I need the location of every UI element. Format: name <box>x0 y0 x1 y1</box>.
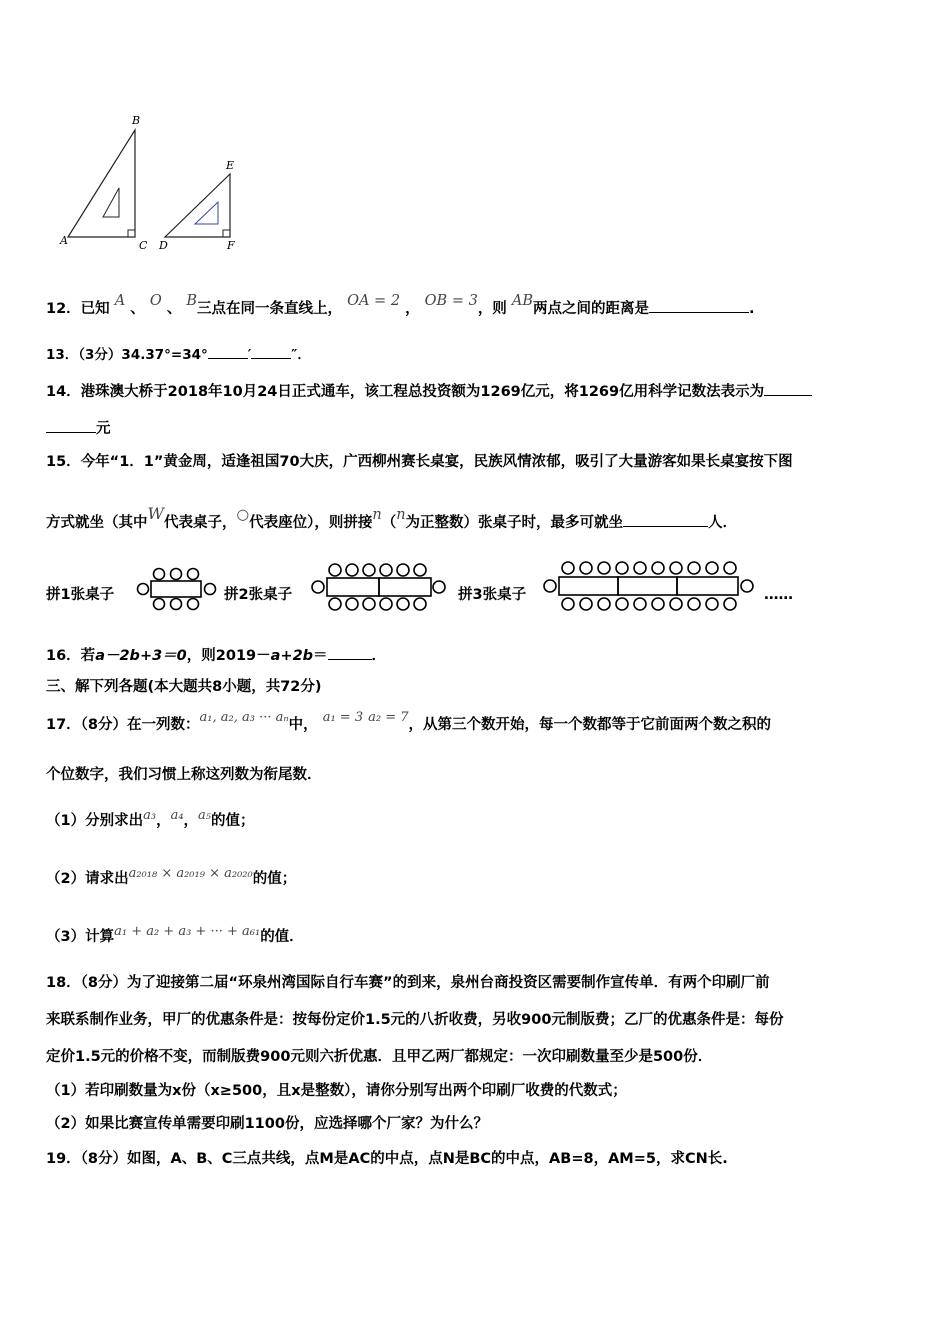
point-a: A <box>114 293 126 309</box>
question-15-line2: 方式就坐（其中W代表桌子，○代表座位），则拼接n（n为正整数）张桌子时，最多可就坐 人． <box>46 504 738 531</box>
question-15: 15．今年“1．1”黄金周，适逢祖国70大庆，广西柳州赛长桌宴，民族风情浓郁，吸引了大量游客如果长桌宴按下图 <box>46 454 793 470</box>
label-a: A <box>60 234 68 247</box>
ob-value: OB = 3 <box>424 293 478 309</box>
segment-ab: AB <box>511 293 534 309</box>
seat-symbol: ○ <box>236 507 250 523</box>
answer-blank-16[interactable] <box>328 645 372 660</box>
section-3-heading: 三、解下列各题(本大题共8小题，共72分) <box>46 679 322 695</box>
a1-value: a₁ = 3 <box>322 710 364 725</box>
label-b: B <box>132 114 141 127</box>
tables-label-3: 拼3张桌子 <box>458 587 527 603</box>
answer-blank-12[interactable] <box>649 298 749 313</box>
tables-figure-3 <box>540 559 756 615</box>
label-d: D <box>159 239 168 252</box>
question-17-part2: （2）请求出a₂₀₁₈ × a₂₀₁₉ × a₂₀₂₀的值； <box>46 866 297 887</box>
answer-blank-15[interactable] <box>623 512 708 527</box>
question-14: 14．港珠澳大桥于2018年10月24日正式通车，该工程总投资额为1269亿元，将1269亿用科学记数法表示为 <box>46 381 812 402</box>
question-13: 13．（3分）34.37°=34° ′ ″． <box>46 344 311 365</box>
question-17: 17．（8分）在一列数：a₁, a₂, a₃ ··· aₙ中， a₁ = 3 a₂ = 7，从第三个数开始，每一个数都等于它前面两个数之积的 <box>46 710 772 733</box>
answer-blank-13a[interactable] <box>208 344 248 359</box>
question-18-part1: （1）若印刷数量为x份（x≥500，且x是整数），请你分别写出两个印刷厂收费的代数式； <box>46 1083 627 1099</box>
point-b: B <box>186 293 198 309</box>
tables-label-2: 拼2张桌子 <box>224 587 293 603</box>
answer-blank-14a[interactable] <box>764 381 812 396</box>
tables-figure-2 <box>308 561 450 615</box>
label-f: F <box>227 239 235 252</box>
triangles-figure <box>55 112 255 257</box>
question-18-line3: 定价1.5元的价格不变，而制版费900元则六折优惠．且甲乙两厂都规定：一次印刷数量至少是500份． <box>46 1049 713 1065</box>
question-14-line2: 元 <box>46 418 111 439</box>
sum-expr: a₁ + a₂ + a₃ + ··· + a₆₁ <box>114 924 261 939</box>
tables-label-1: 拼1张桌子 <box>46 587 115 603</box>
tables-ellipsis: …… <box>764 587 793 603</box>
oa-value: OA = 2 <box>347 293 401 309</box>
question-19: 19．（8分）如图，A、B、C三点共线，点M是AC的中点，点N是BC的中点，AB=8，AM=5，求CN长. <box>46 1151 728 1167</box>
tables-figure-1 <box>134 566 220 614</box>
label-c: C <box>139 239 148 252</box>
table-symbol: W <box>147 504 164 523</box>
sequence-expr: a₁, a₂, a₃ ··· aₙ <box>199 710 289 725</box>
question-12: 12．已知 A 、 O 、 B三点在同一条直线上， OA = 2 ， OB = 3，则 AB两点之间的距离是 . <box>46 293 755 317</box>
question-17-part1: （1）分别求出a₃，a₄，a₅的值； <box>46 808 255 829</box>
question-18-line2: 来联系制作业务，甲厂的优惠条件是：按每份定价1.5元的八折收费，另收900元制版费；乙厂的优惠条件是：每份 <box>46 1012 784 1028</box>
question-18-part2: （2）如果比赛宣传单需要印刷1100份，应选择哪个厂家？为什么？ <box>46 1116 488 1132</box>
question-16: 16．若a－2b+3＝0，则2019－a+2b＝ ． <box>46 645 386 666</box>
question-17-part3: （3）计算a₁ + a₂ + a₃ + ··· + a₆₁的值． <box>46 924 304 945</box>
point-o: O <box>149 293 162 309</box>
answer-blank-14b[interactable] <box>46 418 96 433</box>
question-18-line1: 18．（8分）为了迎接第二届“环泉州湾国际自行车赛”的到来，泉州台商投资区需要制作宣传单．有两个印刷厂前 <box>46 975 770 991</box>
question-17-line2: 个位数字，我们习惯上称这列数为衔尾数． <box>46 767 322 783</box>
product-expr: a₂₀₁₈ × a₂₀₁₉ × a₂₀₂₀ <box>128 866 253 881</box>
label-e: E <box>226 159 235 172</box>
answer-blank-13b[interactable] <box>251 344 291 359</box>
a2-value: a₂ = 7 <box>368 710 409 725</box>
